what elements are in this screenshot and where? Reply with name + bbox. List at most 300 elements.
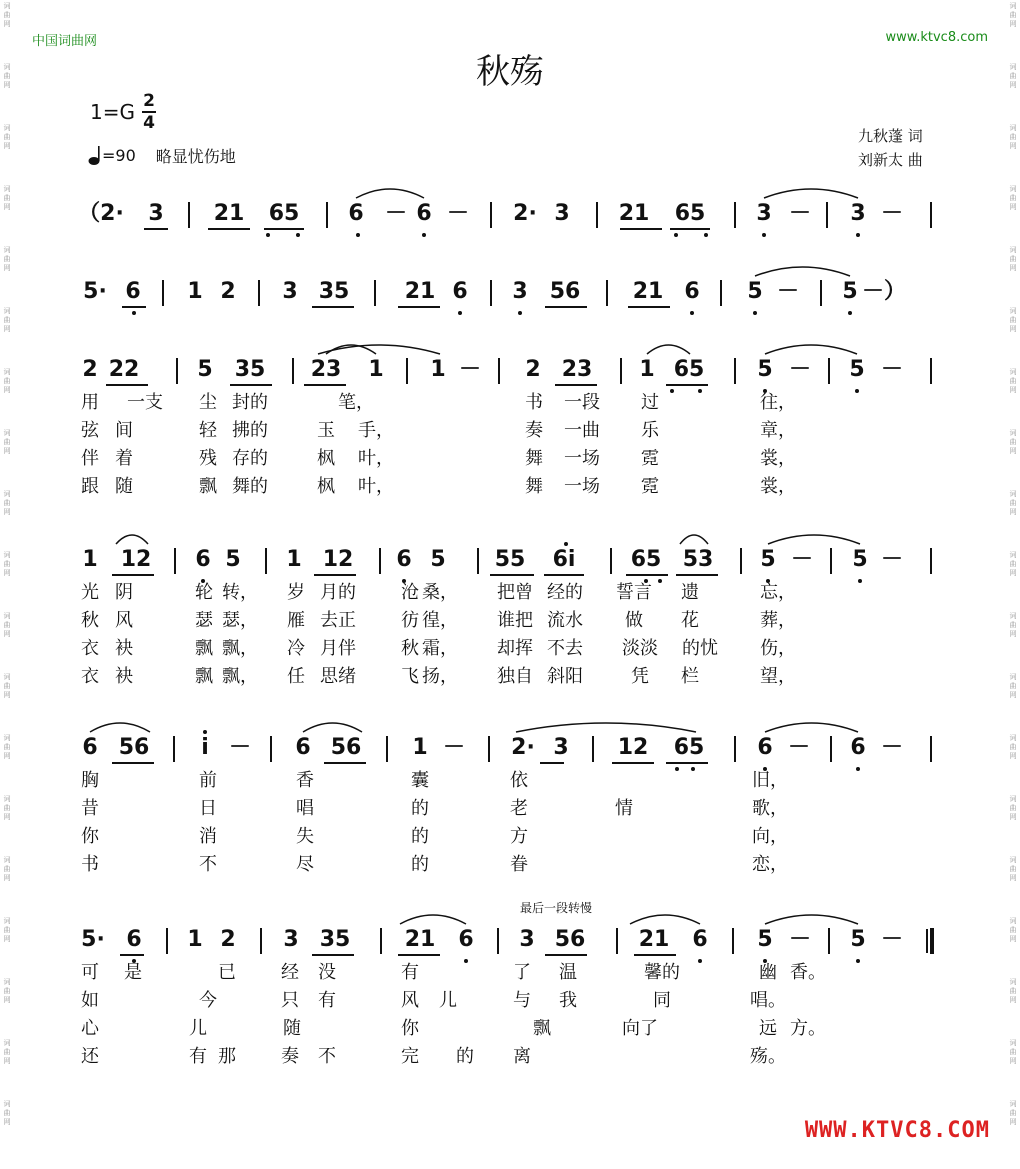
lyric-word: 消 — [199, 826, 217, 847]
watermark-mark: 词曲网 — [1009, 63, 1017, 89]
lyric-word: 今 — [199, 990, 217, 1011]
slur — [356, 189, 424, 198]
lyric-word: 唱 — [296, 798, 314, 819]
lyric-word: 一支 — [127, 392, 163, 413]
note-group: 5 — [225, 547, 241, 572]
note-group: 65 — [630, 547, 662, 572]
lyric-word: 那 — [218, 1046, 236, 1067]
octave-dot-below — [422, 233, 426, 237]
slur — [630, 915, 700, 924]
watermark-mark: 词曲网 — [1009, 185, 1017, 211]
lyric-word: 阴 — [115, 582, 133, 603]
lyric-word: 任 — [287, 666, 305, 687]
lyric-word: 你 — [81, 826, 99, 847]
note-group: 5 — [850, 927, 866, 952]
slur — [768, 535, 860, 544]
note-group: 35 — [319, 927, 351, 952]
slur — [680, 535, 708, 544]
tempo-change-note: 最后一段转慢 — [520, 901, 593, 915]
slur — [755, 267, 850, 276]
note-group: 65 — [268, 201, 300, 226]
lyric-word: 你 — [401, 1018, 419, 1039]
lyric-word: 还 — [81, 1046, 99, 1067]
octave-dot-below — [762, 233, 766, 237]
octave-dot-below — [132, 311, 136, 315]
octave-dot-below — [458, 311, 462, 315]
note-group: 1 — [286, 547, 302, 572]
note-group: 23 — [561, 357, 593, 382]
lyric-word: 随 — [115, 476, 133, 497]
lyric-word: 斜阳 — [547, 666, 583, 687]
watermark-mark: 词曲网 — [1009, 795, 1017, 821]
lyric-word: 枫 — [317, 448, 335, 469]
lyric-word: 去正 — [320, 610, 356, 631]
quarter-note-icon — [88, 146, 102, 166]
lyric-word: 一场 — [564, 476, 600, 497]
lyric-word: 誓言 — [616, 582, 652, 603]
score-row — [0, 336, 1020, 396]
note-group: 53 — [682, 547, 714, 572]
lyric-word: 囊 — [411, 770, 429, 791]
score-row — [0, 258, 1020, 318]
lyric-word: 把曾 — [497, 582, 533, 603]
lyric-word: 残 — [199, 448, 217, 469]
lyric-word: 着 — [115, 448, 133, 469]
slur — [318, 345, 440, 354]
watermark-mark: 词曲网 — [3, 490, 11, 516]
note-group: 6 — [416, 201, 432, 226]
lyric-word: 彷 — [401, 610, 419, 631]
watermark-mark: 词曲网 — [1009, 1039, 1017, 1065]
lyric-word: 衣 — [81, 638, 99, 659]
lyric-word: 书 — [81, 854, 99, 875]
slur — [765, 915, 858, 924]
note-group: 21 — [404, 279, 436, 304]
lyric-word: 过 — [641, 392, 659, 413]
score-row — [0, 714, 1020, 774]
slur-layer — [0, 526, 1020, 586]
lyric-word: 可 — [81, 962, 99, 983]
watermark-mark: 词曲网 — [1009, 2, 1017, 28]
octave-dot-below — [296, 233, 300, 237]
note-group: － — [880, 735, 904, 760]
lyric-word: 恋， — [752, 854, 788, 875]
lyric-word: 却挥 — [497, 638, 533, 659]
lyric-word: 伤， — [760, 638, 796, 659]
note-group: 3 — [519, 927, 535, 952]
lyric-word: 轻 — [199, 420, 217, 441]
watermark-mark: 词曲网 — [3, 307, 11, 333]
octave-dot-below — [464, 959, 468, 963]
note-group: 65 — [674, 201, 706, 226]
lyric-word: 的 — [411, 826, 429, 847]
time-signature-denominator: 4 — [143, 113, 155, 133]
note-group: 5 — [842, 279, 858, 304]
lyric-word: 飞 — [401, 666, 419, 687]
lyric-word: 了 — [513, 962, 531, 983]
slur-layer — [0, 906, 1020, 966]
lyric-word: 方 — [510, 826, 528, 847]
watermark-mark: 词曲网 — [3, 63, 11, 89]
note-group: 1 — [639, 357, 655, 382]
lyric-word: 谁把 — [497, 610, 533, 631]
lyric-word: 弦 — [81, 420, 99, 441]
lyric-word: 霓 — [641, 448, 659, 469]
note-group: 6 — [348, 201, 364, 226]
octave-dot-below — [691, 767, 695, 771]
lyric-word: 一场 — [564, 448, 600, 469]
lyric-word: 飘， — [222, 638, 258, 659]
note-group: 12 — [322, 547, 354, 572]
lyric-word: 玉 — [317, 420, 335, 441]
note-group: 5 — [430, 547, 446, 572]
lyric-word: 同 — [653, 990, 671, 1011]
watermark-mark: 词曲网 — [1009, 490, 1017, 516]
watermark-mark: 词曲网 — [3, 734, 11, 760]
note-group: － — [458, 357, 482, 382]
lyric-word: 飘 — [195, 666, 213, 687]
note-group: － — [880, 547, 904, 572]
lyric-word: 温 — [559, 962, 577, 983]
lyric-word: 舞 — [525, 476, 543, 497]
lyric-word: 如 — [81, 990, 99, 1011]
lyric-word: 书 — [525, 392, 543, 413]
lyric-word: 淡淡 — [622, 638, 658, 659]
slur-layer — [0, 336, 1020, 396]
time-signature — [142, 92, 156, 132]
time-signature-numerator: 2 — [143, 91, 155, 111]
note-group: 3 — [554, 201, 570, 226]
lyric-word: 老 — [510, 798, 528, 819]
lyric-word: 前 — [199, 770, 217, 791]
lyric-word: 叶， — [358, 476, 394, 497]
lyric-word: 间 — [115, 420, 133, 441]
lyric-word: 香。 — [790, 962, 826, 983]
watermark-mark: 词曲网 — [3, 1039, 11, 1065]
watermark-mark: 词曲网 — [3, 429, 11, 455]
note-group: 1 — [187, 927, 203, 952]
watermark-mark: 词曲网 — [1009, 673, 1017, 699]
note-group: 6 — [82, 735, 98, 760]
octave-dot-below — [856, 959, 860, 963]
note-group: 6 — [295, 735, 311, 760]
watermark-mark: 词曲网 — [1009, 917, 1017, 943]
watermark-mark: 词曲网 — [1009, 1100, 1017, 1126]
watermark-mark: 词曲网 — [3, 1100, 11, 1126]
lyric-word: 依 — [510, 770, 528, 791]
lyric-word: 尘 — [199, 392, 217, 413]
note-group: － — [228, 735, 252, 760]
lyric-word: 有 — [401, 962, 419, 983]
lyric-word: 儿 — [189, 1018, 207, 1039]
note-group: 1 — [412, 735, 428, 760]
tempo-value: =90 — [102, 146, 136, 165]
note-group: 6 — [692, 927, 708, 952]
lyric-word: 轮 — [195, 582, 213, 603]
lyric-word: 袂 — [115, 666, 133, 687]
lyric-word: 存的 — [232, 448, 268, 469]
note-group: 5 — [757, 357, 773, 382]
lyric-word: 远 — [759, 1018, 777, 1039]
lyricist-credit: 九秋蓬 词 — [858, 127, 923, 145]
site-name-left[interactable]: 中国词曲网 — [32, 34, 98, 49]
lyric-word: 流水 — [547, 610, 583, 631]
lyric-word: 殇。 — [750, 1046, 786, 1067]
note-group: 5· — [81, 927, 105, 952]
lyric-word: 心 — [81, 1018, 99, 1039]
lyric-word: 裳， — [760, 476, 796, 497]
note-group: 12 — [617, 735, 649, 760]
lyric-word: 做 — [625, 610, 643, 631]
lyric-word: 花 — [681, 610, 699, 631]
lyric-word: 跟 — [81, 476, 99, 497]
lyric-word: 遗 — [681, 582, 699, 603]
note-group: － — [788, 201, 812, 226]
slur — [400, 915, 466, 924]
lyric-word: 转， — [222, 582, 258, 603]
note-group: 3 — [850, 201, 866, 226]
lyric-word: 眷 — [510, 854, 528, 875]
lyric-word: 胸 — [81, 770, 99, 791]
note-group: 65 — [673, 357, 705, 382]
note-group: 3 — [282, 279, 298, 304]
note-group: 56 — [118, 735, 150, 760]
slur — [765, 723, 858, 732]
note-group: － — [880, 927, 904, 952]
score-row — [0, 906, 1020, 966]
lyric-word: 月伴 — [320, 638, 356, 659]
note-group: 5 — [747, 279, 763, 304]
note-group: 21 — [213, 201, 245, 226]
octave-dot-below — [698, 389, 702, 393]
watermark-mark: 词曲网 — [1009, 429, 1017, 455]
lyric-word: 昔 — [81, 798, 99, 819]
lyric-word: 香 — [296, 770, 314, 791]
watermark-mark: 词曲网 — [3, 246, 11, 272]
lyric-word: 霓 — [641, 476, 659, 497]
note-group: － — [788, 357, 812, 382]
note-group: － — [880, 357, 904, 382]
lyric-word: 舞的 — [232, 476, 268, 497]
lyric-word: 飘 — [533, 1018, 551, 1039]
lyric-word: 伴 — [81, 448, 99, 469]
lyric-word: 袂 — [115, 638, 133, 659]
watermark-mark: 词曲网 — [3, 978, 11, 1004]
score-row — [0, 180, 1020, 240]
lyric-word: 秋 — [81, 610, 99, 631]
note-group: － — [790, 547, 814, 572]
tempo-expression: 略显忧伤地 — [155, 147, 236, 166]
note-group: 6 — [757, 735, 773, 760]
lyric-word: 往， — [760, 392, 796, 413]
site-url-right[interactable]: www.ktvc8.com — [885, 30, 988, 45]
lyric-word: 拂的 — [232, 420, 268, 441]
note-group: 2 — [220, 279, 236, 304]
slur — [90, 723, 150, 732]
note-group: 1 — [430, 357, 446, 382]
slur — [765, 345, 857, 354]
note-group: 2· — [513, 201, 537, 226]
key-signature: 1=G — [90, 100, 135, 124]
note-group: 56 — [554, 927, 586, 952]
note-group: 6 — [396, 547, 412, 572]
note-group: 21 — [618, 201, 650, 226]
note-group: 56 — [330, 735, 362, 760]
note-group: 56 — [549, 279, 581, 304]
watermark-mark: 词曲网 — [1009, 734, 1017, 760]
note-group: 2 — [220, 927, 236, 952]
watermark-mark: 词曲网 — [1009, 856, 1017, 882]
watermark-mark: 词曲网 — [1009, 978, 1017, 1004]
octave-dot-below — [753, 311, 757, 315]
lyric-word: 瑟， — [222, 610, 258, 631]
credits — [858, 124, 923, 172]
lyric-word: 的 — [411, 854, 429, 875]
octave-dot-below — [698, 959, 702, 963]
lyric-word: 裳， — [760, 448, 796, 469]
lyric-word: 不 — [318, 1046, 336, 1067]
watermark-mark: 词曲网 — [3, 551, 11, 577]
watermark-mark: 词曲网 — [3, 124, 11, 150]
note-group: － — [384, 201, 408, 226]
octave-dot-below — [704, 233, 708, 237]
lyric-word: 离 — [513, 1046, 531, 1067]
note-group: 21 — [404, 927, 436, 952]
lyric-word: 手， — [358, 420, 394, 441]
lyric-word: 飘 — [195, 638, 213, 659]
lyric-word: 尽 — [296, 854, 314, 875]
watermark-mark: 词曲网 — [3, 673, 11, 699]
lyric-word: 不 — [199, 854, 217, 875]
note-group: 65 — [673, 735, 705, 760]
lyric-word: 思绪 — [320, 666, 356, 687]
note-group: 22 — [108, 357, 140, 382]
lyric-word: 乐 — [641, 420, 659, 441]
note-group: 6 — [458, 927, 474, 952]
watermark-mark: 词曲网 — [3, 2, 11, 28]
octave-dot-below — [518, 311, 522, 315]
octave-dot-below — [674, 233, 678, 237]
lyric-word: 岁 — [287, 582, 305, 603]
lyric-word: 失 — [296, 826, 314, 847]
note-group: 3 — [283, 927, 299, 952]
lyric-word: 用 — [81, 392, 99, 413]
note-group: 6 — [850, 735, 866, 760]
octave-dot-below — [856, 233, 860, 237]
watermark-mark: 词曲网 — [1009, 246, 1017, 272]
watermark-mark: 词曲网 — [3, 368, 11, 394]
lyric-word: 章， — [760, 420, 796, 441]
note-group: 21 — [632, 279, 664, 304]
octave-dot-below — [658, 579, 662, 583]
lyric-word: 扬， — [422, 666, 458, 687]
lyric-word: 的 — [456, 1046, 474, 1067]
watermark-mark: 词曲网 — [1009, 124, 1017, 150]
lyric-word: 飘 — [199, 476, 217, 497]
lyric-word: 风 — [115, 610, 133, 631]
octave-dot-below — [670, 389, 674, 393]
lyric-word: 沧 — [401, 582, 419, 603]
octave-dot-below — [856, 767, 860, 771]
lyric-word: 情 — [615, 798, 633, 819]
lyric-word: 没 — [318, 962, 336, 983]
lyric-word: 封的 — [232, 392, 268, 413]
octave-dot-below — [675, 767, 679, 771]
watermark-mark: 词曲网 — [1009, 551, 1017, 577]
note-group: － — [787, 735, 811, 760]
note-group: 1 — [368, 357, 384, 382]
octave-dot-below — [690, 311, 694, 315]
lyric-word: 冷 — [287, 638, 305, 659]
note-group: 3 — [553, 735, 569, 760]
note-group: 1 — [187, 279, 203, 304]
lyric-word: 不去 — [547, 638, 583, 659]
octave-dot-below — [266, 233, 270, 237]
lyric-word: 桑， — [422, 582, 458, 603]
octave-dot-above — [564, 542, 568, 546]
lyric-word: 霜， — [422, 638, 458, 659]
lyric-word: 经 — [281, 962, 299, 983]
note-group: － — [880, 201, 904, 226]
lyric-word: 经的 — [547, 582, 583, 603]
lyric-word: 儿 — [439, 990, 457, 1011]
tempo-marking — [88, 144, 236, 167]
note-group: 5 — [852, 547, 868, 572]
slur-layer — [0, 714, 1020, 774]
lyric-word: 忘， — [760, 582, 796, 603]
note-group: －） — [861, 279, 907, 304]
note-group: － — [442, 735, 466, 760]
lyric-word: 日 — [199, 798, 217, 819]
octave-dot-below — [855, 389, 859, 393]
note-group: 5 — [760, 547, 776, 572]
note-group: 5 — [197, 357, 213, 382]
lyric-word: 与 — [513, 990, 531, 1011]
footer-logo[interactable]: WWW.KTVC8.COM — [804, 1118, 990, 1143]
lyric-word: 独自 — [497, 666, 533, 687]
lyric-word: 凭 — [631, 666, 649, 687]
watermark-mark: 词曲网 — [1009, 307, 1017, 333]
note-group: 21 — [638, 927, 670, 952]
octave-dot-below — [848, 311, 852, 315]
lyric-word: 是 — [124, 962, 142, 983]
note-group: 55 — [494, 547, 526, 572]
slur — [116, 535, 148, 544]
lyric-word: 葬， — [760, 610, 796, 631]
note-group: 2· — [511, 735, 535, 760]
lyric-word: 衣 — [81, 666, 99, 687]
lyric-word: 旧， — [752, 770, 788, 791]
lyric-word: 光 — [81, 582, 99, 603]
note-group: 1 — [82, 547, 98, 572]
lyric-word: 徨， — [422, 610, 458, 631]
watermark-mark: 词曲网 — [3, 917, 11, 943]
note-group: 3 — [512, 279, 528, 304]
note-group: 3 — [148, 201, 164, 226]
lyric-word: 向， — [752, 826, 788, 847]
lyric-word: 有 — [318, 990, 336, 1011]
note-group: 5 — [757, 927, 773, 952]
lyric-word: 馨的 — [644, 962, 680, 983]
watermark-mark: 词曲网 — [3, 612, 11, 638]
lyric-word: 一段 — [564, 392, 600, 413]
lyric-word: 只 — [281, 990, 299, 1011]
lyric-word: 奏 — [525, 420, 543, 441]
slur-layer — [0, 180, 1020, 240]
note-group: 6 — [452, 279, 468, 304]
watermark-mark: 词曲网 — [3, 856, 11, 882]
note-group: 23 — [310, 357, 342, 382]
